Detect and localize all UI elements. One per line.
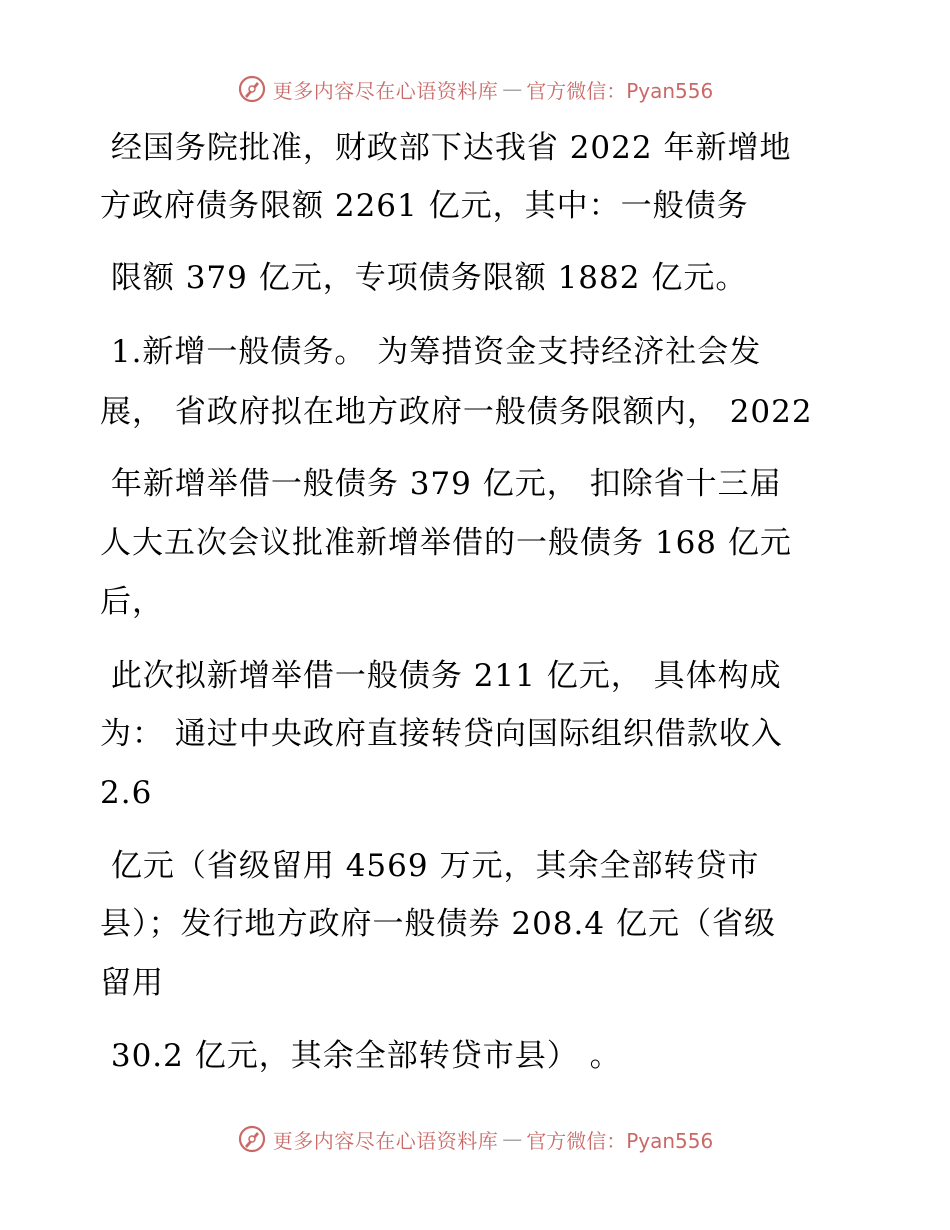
text-line: 方政府债务限额 2261 亿元，其中：一般债务 bbox=[100, 188, 749, 224]
quill-circle-logo-icon bbox=[237, 74, 267, 104]
text-line: 后， bbox=[100, 584, 164, 620]
watermark-separator: — bbox=[502, 77, 523, 101]
text-line: 年新增举借一般债务 379 亿元， 扣除省十三届 bbox=[100, 466, 782, 502]
text-line: 人大五次会议批准新增举借的一般债务 168 亿元 bbox=[100, 525, 792, 561]
text-line: 展， 省政府拟在地方政府一般债务限额内， 2022 bbox=[100, 394, 813, 430]
text-line: 县）；发行地方政府一般债券 208.4 亿元（省级 bbox=[100, 906, 776, 942]
text-line: 经国务院批准，财政部下达我省 2022 年新增地 bbox=[100, 130, 792, 166]
watermark-header bbox=[0, 74, 950, 104]
text-line: 1.新增一般债务。 为筹措资金支持经济社会发 bbox=[100, 334, 762, 370]
watermark-wechat-text: 官方微信：Pyan556 bbox=[526, 78, 714, 103]
text-line: 30.2 亿元，其余全部转贷市县） 。 bbox=[100, 1038, 622, 1074]
text-line: 亿元（省级留用 4569 万元，其余全部转贷市 bbox=[100, 848, 760, 884]
quill-circle-logo-icon bbox=[237, 1124, 267, 1154]
text-line: 此次拟新增举借一般债务 211 亿元， 具体构成 bbox=[100, 658, 782, 694]
text-line: 为： 通过中央政府直接转贷向国际组织借款收入 bbox=[100, 716, 783, 752]
watermark-footer bbox=[0, 1124, 950, 1154]
text-line: 2.6 bbox=[100, 775, 153, 811]
watermark-wechat-text: 官方微信：Pyan556 bbox=[526, 1128, 714, 1153]
text-line: 留用 bbox=[100, 965, 164, 1001]
watermark-site-text: 更多内容尽在心语资料库 bbox=[272, 78, 499, 103]
watermark-separator: — bbox=[502, 1127, 523, 1151]
text-line: 限额 379 亿元，专项债务限额 1882 亿元。 bbox=[100, 260, 748, 296]
watermark-site-text: 更多内容尽在心语资料库 bbox=[272, 1128, 499, 1153]
